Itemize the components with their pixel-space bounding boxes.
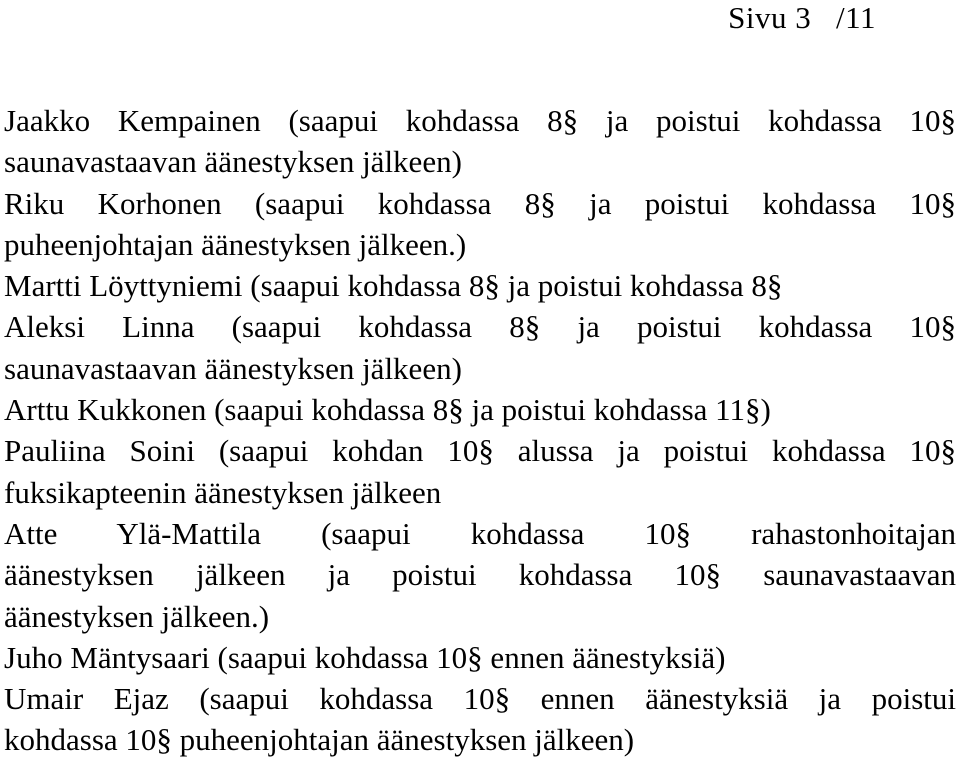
text-line: äänestyksen jälkeen.): [4, 598, 270, 634]
text-line: Arttu Kukkonen (saapui kohdassa 8§ ja poistui kohdassa 11§): [4, 392, 771, 428]
text-line: saunavastaavan äänestyksen jälkeen): [4, 350, 462, 386]
text-line: Umair Ejaz (saapui kohdassa 10§ ennen äänestyksiä ja poistui: [4, 681, 956, 717]
text-line: Aleksi Linna (saapui kohdassa 8§ ja poistui kohdassa 10§: [4, 309, 956, 345]
text-line: Atte Ylä-Mattila (saapui kohdassa 10§ rahastonhoitajan: [4, 515, 956, 551]
attendance-list: [4, 100, 956, 761]
text-line: saunavastaavan äänestyksen jälkeen): [4, 144, 462, 180]
text-line: Pauliina Soini (saapui kohdan 10§ alussa ja poistui kohdassa 10§: [4, 433, 956, 469]
text-line: kohdassa 10§ puheenjohtajan äänestyksen jälkeen): [4, 722, 635, 758]
page-number: Sivu 3 /11: [728, 0, 876, 35]
text-line: puheenjohtajan äänestyksen jälkeen.): [4, 226, 467, 262]
text-line: Jaakko Kempainen (saapui kohdassa 8§ ja poistui kohdassa 10§: [4, 103, 956, 138]
text-line: Riku Korhonen (saapui kohdassa 8§ ja poistui kohdassa 10§: [4, 185, 956, 221]
text-line: Martti Löyttyniemi (saapui kohdassa 8§ ja poistui kohdassa 8§: [4, 268, 783, 304]
text-line: fuksikapteenin äänestyksen jälkeen: [4, 474, 442, 510]
text-line: Juho Mäntysaari (saapui kohdassa 10§ ennen äänestyksiä): [4, 639, 726, 675]
text-line: äänestyksen jälkeen ja poistui kohdassa 10§ saunavastaavan: [4, 557, 956, 593]
